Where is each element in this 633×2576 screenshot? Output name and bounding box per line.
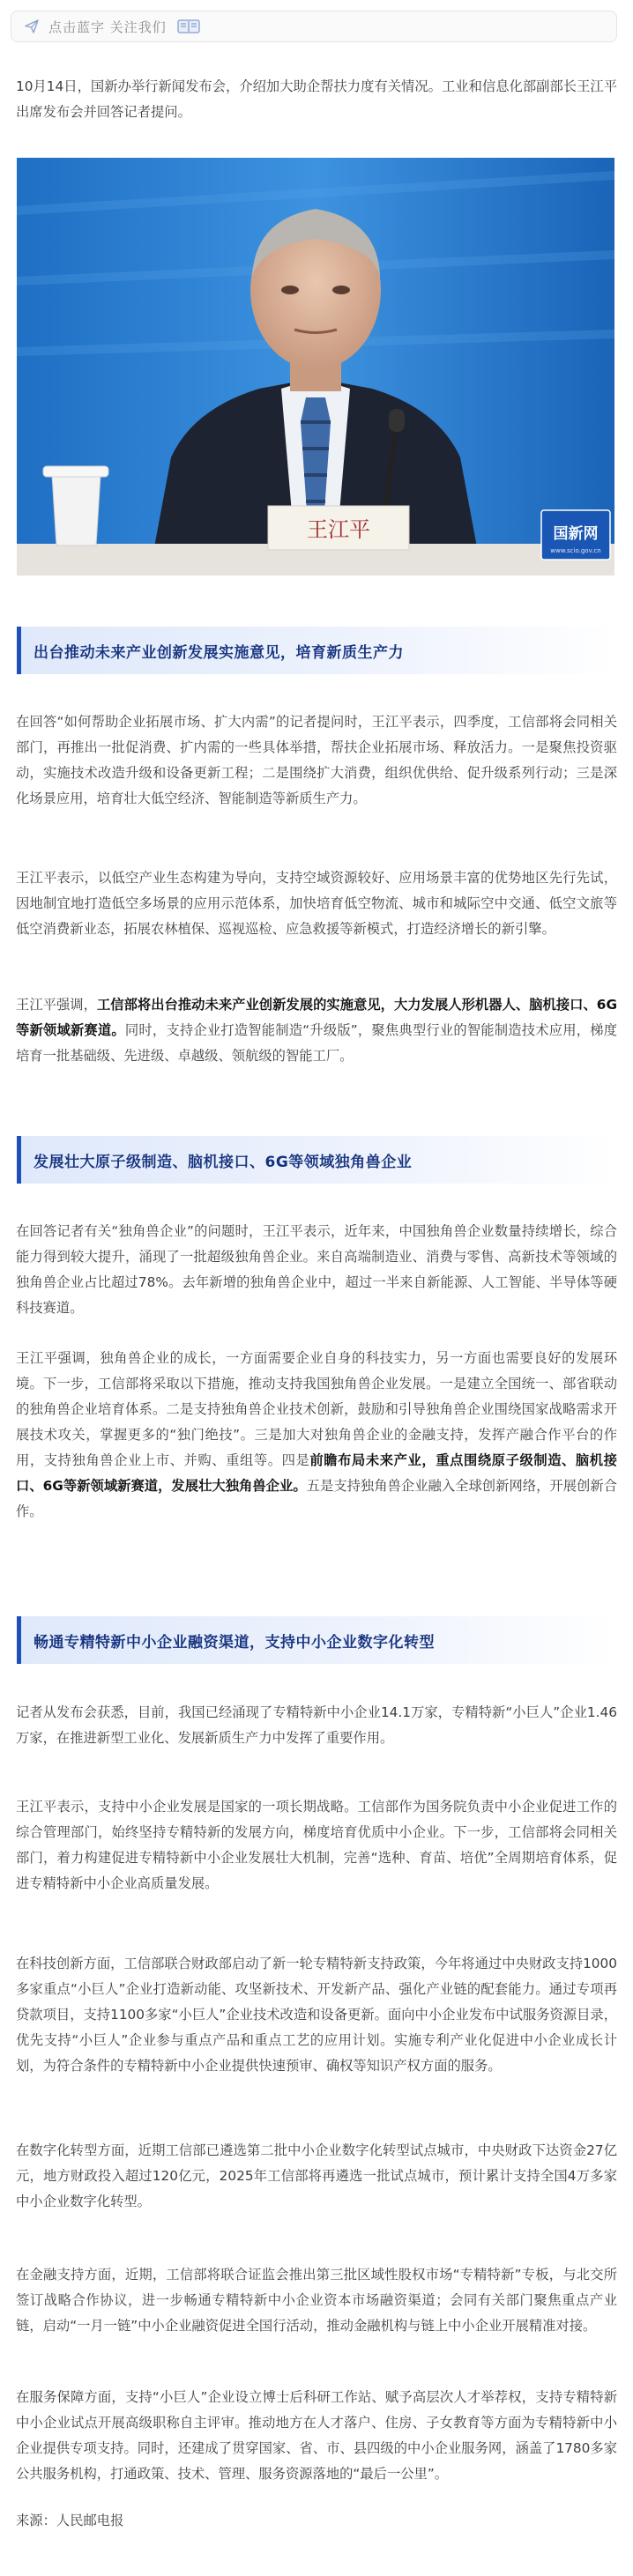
logo-text: 国新网 (553, 525, 599, 543)
text-segment: 王江平表示，支持中小企业发展是国家的一项长期战略。工信部作为国务院负责中小企业促进工作的综合管理部门，始终坚持专精特新的发展方向，梯度培育优质中小企业。下一步，工信部将会同相关部门，着力构建促进专精特新中小企业发展壮大机制，完善“选种、育苗、培优”全周期培育体系，促进专精特新中小企业高质量发展。 (16, 1799, 617, 1891)
paragraph (16, 1700, 617, 1751)
paragraph (16, 1951, 617, 2079)
section-title: 出台推动未来产业创新发展实施意见，培育新质生产力 (34, 643, 404, 662)
text-segment: 在回答记者有关“独角兽企业”的问题时，王江平表示，近年来，中国独角兽企业数量持续增长，综合能力得到较大提升，涌现了一批超级独角兽企业。来自高端制造业、消费与零售、高新技术等领域的独角兽企业占比超过78%。去年新增的独角兽企业中，超过一半来自新能源、人工智能、半导体等硬科技赛道。 (16, 1223, 617, 1316)
text-segment: 王江平强调， (16, 997, 97, 1013)
section-heading-2 (17, 1136, 614, 1184)
paragraph (16, 1219, 617, 1321)
section-title: 畅通专精特新中小企业融资渠道，支持中小企业数字化转型 (34, 1633, 435, 1652)
text-segment: 在回答“如何帮助企业拓展市场、扩大内需”的记者提问时，王江平表示，四季度，工信部将会同相关部门，再推出一批促消费、扩内需的一些具体举措，帮扶企业拓展市场、释放活力。一是聚焦投资驱动，实施技术改造升级和设备更新工程；二是围绕扩大消费，组织优供给、促升级系列行动；三是深化场景应用，培育壮大低空经济、智能制造等新质生产力。 (16, 714, 617, 806)
text-segment: 五是支持独角兽企业融入全球创新网络，开展创新合作。 (16, 1478, 617, 1519)
text-segment: 在金融支持方面，近期，工信部将联合证监会推出第三批区域性股权市场“专精特新”专板，与北交所签订战略合作协议，进一步畅通专精特新中小企业资本市场融资渠道；会同有关部门聚焦重点产业链，启动“一月一链”中小企业融资促进全国行活动，推动金融机构与链上中小企业开展精准对接。 (16, 2267, 617, 2334)
source-credit: 来源：人民邮电报 (16, 2513, 124, 2528)
paragraph (16, 865, 617, 942)
follow-text: 点击蓝字 关注我们 (48, 19, 167, 35)
section-heading-1 (17, 627, 614, 674)
text-segment: 在数字化转型方面，近期工信部已遴选第二批中小企业数字化转型试点城市，中央财政下达资金27亿元，地方财政投入超过120亿元，2025年工信部将再遴选一批试点城市，预计累计支持全国4万多家中小企业数字化转型。 (16, 2142, 617, 2209)
book-icon (177, 19, 200, 34)
paragraph (16, 1346, 617, 1525)
follow-bar[interactable] (11, 11, 617, 42)
paragraph (16, 2138, 617, 2215)
text-segment: 记者从发布会获悉，目前，我国已经涌现了专精特新中小企业14.1万家，专精特新“小巨人”企业1.46万家，在推进新型工业化、发展新质生产力中发挥了重要作用。 (16, 1704, 617, 1746)
paragraph (16, 709, 617, 812)
press-photo (17, 158, 614, 575)
paragraph (16, 992, 617, 1069)
intro-paragraph: 10月14日，国新办举行新闻发布会，介绍加大助企帮扶力度有关情况。工业和信息化部副部长王江平出席发布会并回答记者提问。 (16, 78, 617, 120)
bold-segment: 工信部将出台推动未来产业创新发展的实施意见，大力发展人形机器人、脑机接口、6G等新领域新赛道。 (16, 997, 617, 1038)
logo-url: www.scio.gov.cn (550, 547, 601, 554)
text-segment: 在科技创新方面，工信部联合财政部启动了新一轮专精特新支持政策，今年将通过中央财政支持1000多家重点“小巨人”企业打造新动能、攻坚新技术、开发新产品、强化产业链的配套能力。通过专项再贷款项目，支持1100多家“小巨人”企业技术改造和设备更新。面向中小企业发布中试服务资源目录，优先支持“小巨人”企业参与重点产品和重点工艺的应用计划。实施专利产业化促进中小企业成长计划，为符合条件的专精特新中小企业提供快速预审、确权等知识产权方面的服务。 (16, 1956, 617, 2074)
paragraph (16, 2262, 617, 2339)
send-icon (24, 19, 40, 34)
paragraph (16, 1794, 617, 1897)
section-heading-3 (17, 1616, 614, 1664)
bold-segment: 前瞻布局未来产业，重点围绕原子级制造、脑机接口、6G等新领域新赛道，发展壮大独角兽企业。 (16, 1452, 617, 1494)
text-segment: 在服务保障方面，支持“小巨人”企业设立博士后科研工作站、赋予高层次人才举荐权，支持专精特新中小企业试点开展高级职称自主评审。推动地方在人才落户、住房、子女教育等方面为专精特新中小企业提供专项支持。同时，还建成了贯穿国家、省、市、县四级的中小企业服务网，涵盖了1780多家公共服务机构，打通政策、技术、管理、服务资源落地的“最后一公里”。 (16, 2389, 617, 2482)
paragraph (16, 2385, 617, 2487)
text-segment: 王江平表示，以低空产业生态构建为导向，支持空域资源较好、应用场景丰富的优势地区先行先试，因地制宜地打造低空多场景的应用示范体系，加快培育低空物流、城市和城际空中交通、低空文旅等低空消费新业态，拓展农林植保、巡视巡检、应急救援等新模式，打造经济增长的新引擎。 (16, 870, 617, 937)
text-segment: 同时，支持企业打造智能制造“升级版”，聚焦典型行业的智能制造技术应用，梯度培育一批基础级、先进级、卓越级、领航级的智能工厂。 (16, 1022, 617, 1064)
section-title: 发展壮大原子级制造、脑机接口、6G等领域独角兽企业 (34, 1153, 413, 1171)
text-segment: 王江平强调，独角兽企业的成长，一方面需要企业自身的科技实力，另一方面也需要良好的发展环境。下一步，工信部将采取以下措施，推动支持我国独角兽企业发展。一是建立全国统一、部省联动的独角兽企业培育体系。二是支持独角兽企业技术创新，鼓励和引导独角兽企业围绕国家战略需求开展技术攻关，掌握更多的“独门绝技”。三是加大对独角兽企业的金融支持，发挥产融合作平台的作用，支持独角兽企业上市、并购、重组等。四是 (16, 1350, 617, 1468)
nameplate-text: 王江平 (307, 517, 370, 542)
